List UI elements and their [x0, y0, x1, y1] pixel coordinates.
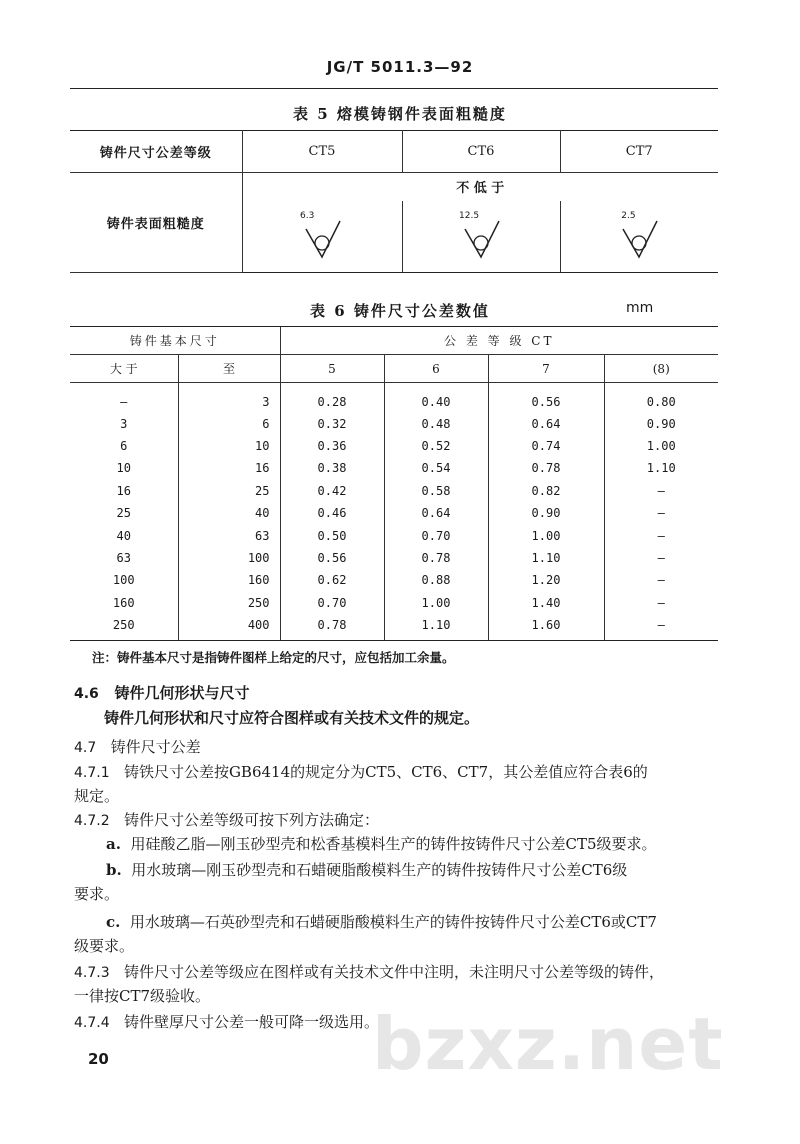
item-mark: b. [106, 861, 122, 879]
cell-above: 16 [116, 483, 131, 498]
cell-above: 40 [116, 528, 131, 543]
roughness-symbol-icon [617, 207, 661, 261]
table5-roughness-ct6 [402, 201, 560, 273]
cell-above: 10 [116, 461, 131, 476]
cell-ct8: 1.10 [604, 457, 718, 479]
cell-ct7: 0.90 [488, 502, 604, 524]
table6-col-grade-7: 7 [488, 355, 604, 383]
roughness-symbol-icon [459, 207, 503, 261]
cell-ct5: 0.78 [280, 614, 384, 640]
section-number: 4.7.2 [74, 813, 110, 829]
item-mark: a. [106, 835, 121, 853]
cell-to: 100 [178, 547, 280, 569]
table6-col-above: 大 于 [70, 355, 178, 383]
cell-ct6: 1.00 [384, 592, 488, 614]
table5-title: 表 5 熔模铸钢件表面粗糙度 [293, 105, 507, 123]
table5-roughness-ct5 [242, 201, 402, 273]
section-number: 4.7.4 [74, 1015, 110, 1031]
table-row [70, 614, 718, 640]
cell-above: 100 [112, 573, 135, 588]
cell-ct7: 0.78 [488, 457, 604, 479]
cell-to: 250 [178, 592, 280, 614]
section-4-7-1-line2: 规定。 [74, 787, 120, 805]
section-4-7-3-line2: 一律按CT7级验收。 [74, 987, 211, 1005]
section-4-7-heading [74, 737, 201, 758]
watermark: bzxz.net [372, 1002, 724, 1086]
cell-ct5: 0.38 [280, 457, 384, 479]
table6-col-basic-size: 铸件基本尺寸 [70, 327, 280, 355]
cell-to: 40 [178, 502, 280, 524]
table-row [70, 547, 718, 569]
cell-ct5: 0.28 [280, 383, 384, 413]
cell-above: 250 [70, 614, 178, 640]
cell-to: 6 [178, 413, 280, 435]
table-row [70, 524, 718, 546]
table5-row-grade-label: 铸件尺寸公差等级 [70, 131, 242, 173]
cell-ct7: 0.56 [488, 383, 604, 413]
cell-ct5: 0.50 [280, 524, 384, 546]
cell-ct8: 1.00 [604, 435, 718, 457]
section-4-7-4 [74, 1012, 379, 1033]
cell-ct5: 0.56 [280, 547, 384, 569]
header-rule [70, 88, 718, 89]
cell-ct8: — [604, 524, 718, 546]
table6-unit: mm [626, 300, 654, 316]
item-c-line2: 级要求。 [74, 937, 135, 955]
cell-ct6: 0.88 [384, 569, 488, 591]
table6-col-grade-8: (8) [604, 355, 718, 383]
table6-note: 注：铸件基本尺寸是指铸件图样上给定的尺寸，应包括加工余量。 [92, 650, 455, 665]
table-row [70, 592, 718, 614]
section-4-7-2-heading [74, 810, 379, 831]
section-4-6-heading [74, 683, 250, 704]
item-text: 用硅酸乙脂—刚玉砂型壳和松香基模料生产的铸件按铸件尺寸公差CT5级要求。 [130, 835, 657, 853]
section-text: 铸件尺寸公差等级可按下列方法确定： [123, 811, 379, 829]
section-title: 铸件尺寸公差 [110, 738, 201, 756]
cell-ct6: 0.52 [384, 435, 488, 457]
cell-ct5: 0.36 [280, 435, 384, 457]
cell-above: — [120, 394, 128, 409]
cell-ct6: 0.58 [384, 480, 488, 502]
table-row [70, 413, 718, 435]
section-text: 铸件尺寸公差等级应在图样或有关技术文件中注明，未注明尺寸公差等级的铸件， [123, 963, 664, 981]
cell-to: 63 [178, 524, 280, 546]
cell-ct7: 1.00 [488, 524, 604, 546]
cell-above: 160 [112, 595, 135, 610]
item-b-line2: 要求。 [74, 885, 120, 903]
table5-surface-roughness [70, 130, 718, 273]
roughness-value: 6.3 [300, 210, 315, 221]
cell-ct6: 1.10 [384, 614, 488, 640]
cell-ct6: 0.40 [384, 383, 488, 413]
cell-above: 3 [120, 416, 128, 431]
table5-row-roughness-label: 铸件表面粗糙度 [70, 173, 242, 273]
table5-grade-ct5: CT5 [242, 131, 402, 173]
table-row [70, 502, 718, 524]
table6-col-grade-6: 6 [384, 355, 488, 383]
table-row [70, 435, 718, 457]
cell-ct6: 0.54 [384, 457, 488, 479]
cell-to: 400 [178, 614, 280, 640]
item-c-line1 [106, 912, 657, 932]
cell-ct7: 1.10 [488, 547, 604, 569]
section-text: 铸件壁厚尺寸公差一般可降一级选用。 [123, 1013, 379, 1031]
cell-ct6: 0.64 [384, 502, 488, 524]
item-b-line1 [106, 860, 627, 880]
table-row [70, 383, 718, 413]
section-number: 4.7 [74, 740, 97, 756]
cell-ct6: 0.78 [384, 547, 488, 569]
cell-to: 25 [178, 480, 280, 502]
cell-ct8: — [604, 569, 718, 591]
section-4-7-1-line1 [74, 762, 648, 783]
section-number: 4.7.1 [74, 765, 110, 781]
cell-ct5: 0.32 [280, 413, 384, 435]
page-number: 20 [88, 1050, 109, 1068]
table-row [70, 569, 718, 591]
cell-ct7: 1.40 [488, 592, 604, 614]
cell-ct7: 0.82 [488, 480, 604, 502]
roughness-value: 12.5 [459, 210, 480, 221]
cell-ct7: 0.64 [488, 413, 604, 435]
cell-ct7: 1.60 [488, 614, 604, 640]
cell-ct5: 0.42 [280, 480, 384, 502]
cell-ct8: — [604, 547, 718, 569]
item-text: 用水玻璃—刚玉砂型壳和石蜡硬脂酸模料生产的铸件按铸件尺寸公差CT6级 [131, 861, 628, 879]
table5-not-lower-than: 不 低 于 [242, 173, 718, 201]
section-title: 铸件几何形状与尺寸 [114, 684, 250, 702]
cell-ct6: 0.70 [384, 524, 488, 546]
cell-ct8: — [604, 502, 718, 524]
cell-ct8: 0.80 [604, 383, 718, 413]
cell-above: 6 [120, 439, 128, 454]
cell-ct8: — [604, 480, 718, 502]
item-mark: c. [106, 913, 121, 931]
table5-roughness-ct7 [560, 201, 718, 273]
cell-ct5: 0.70 [280, 592, 384, 614]
table6-title: 表 6 铸件尺寸公差数值 [310, 302, 490, 320]
cell-to: 10 [178, 435, 280, 457]
table6-dimension-tolerance [70, 326, 718, 641]
cell-ct8: — [604, 592, 718, 614]
cell-ct7: 1.20 [488, 569, 604, 591]
section-4-7-3-line1 [74, 962, 664, 983]
section-number: 4.6 [74, 686, 99, 702]
section-number: 4.7.3 [74, 965, 110, 981]
cell-ct5: 0.46 [280, 502, 384, 524]
table6-col-tolerance-grade: 公 差 等 级 CT [280, 327, 718, 355]
document-code-header: JG/T 5011.3—92 [326, 58, 474, 76]
cell-to: 160 [178, 569, 280, 591]
cell-ct5: 0.62 [280, 569, 384, 591]
cell-to: 16 [178, 457, 280, 479]
table-row [70, 480, 718, 502]
cell-ct6: 0.48 [384, 413, 488, 435]
table6-col-grade-5: 5 [280, 355, 384, 383]
table5-grade-ct6: CT6 [402, 131, 560, 173]
section-4-6-text: 铸件几何形状和尺寸应符合图样或有关技术文件的规定。 [104, 709, 480, 727]
item-a [106, 834, 657, 854]
cell-ct7: 0.74 [488, 435, 604, 457]
roughness-value: 2.5 [621, 210, 636, 221]
table-row [70, 457, 718, 479]
item-text: 用水玻璃—石英砂型壳和石蜡硬脂酸模料生产的铸件按铸件尺寸公差CT6或CT7 [129, 913, 657, 931]
roughness-symbol-icon [300, 207, 344, 261]
section-text: 铸铁尺寸公差按GB6414的规定分为CT5、CT6、CT7，其公差值应符合表6的 [123, 763, 648, 781]
table6-col-to: 至 [178, 355, 280, 383]
cell-above: 63 [116, 551, 131, 566]
cell-above: 25 [116, 506, 131, 521]
table5-grade-ct7: CT7 [560, 131, 718, 173]
cell-to: 3 [178, 383, 280, 413]
cell-ct8: 0.90 [604, 413, 718, 435]
cell-ct8: — [604, 614, 718, 640]
